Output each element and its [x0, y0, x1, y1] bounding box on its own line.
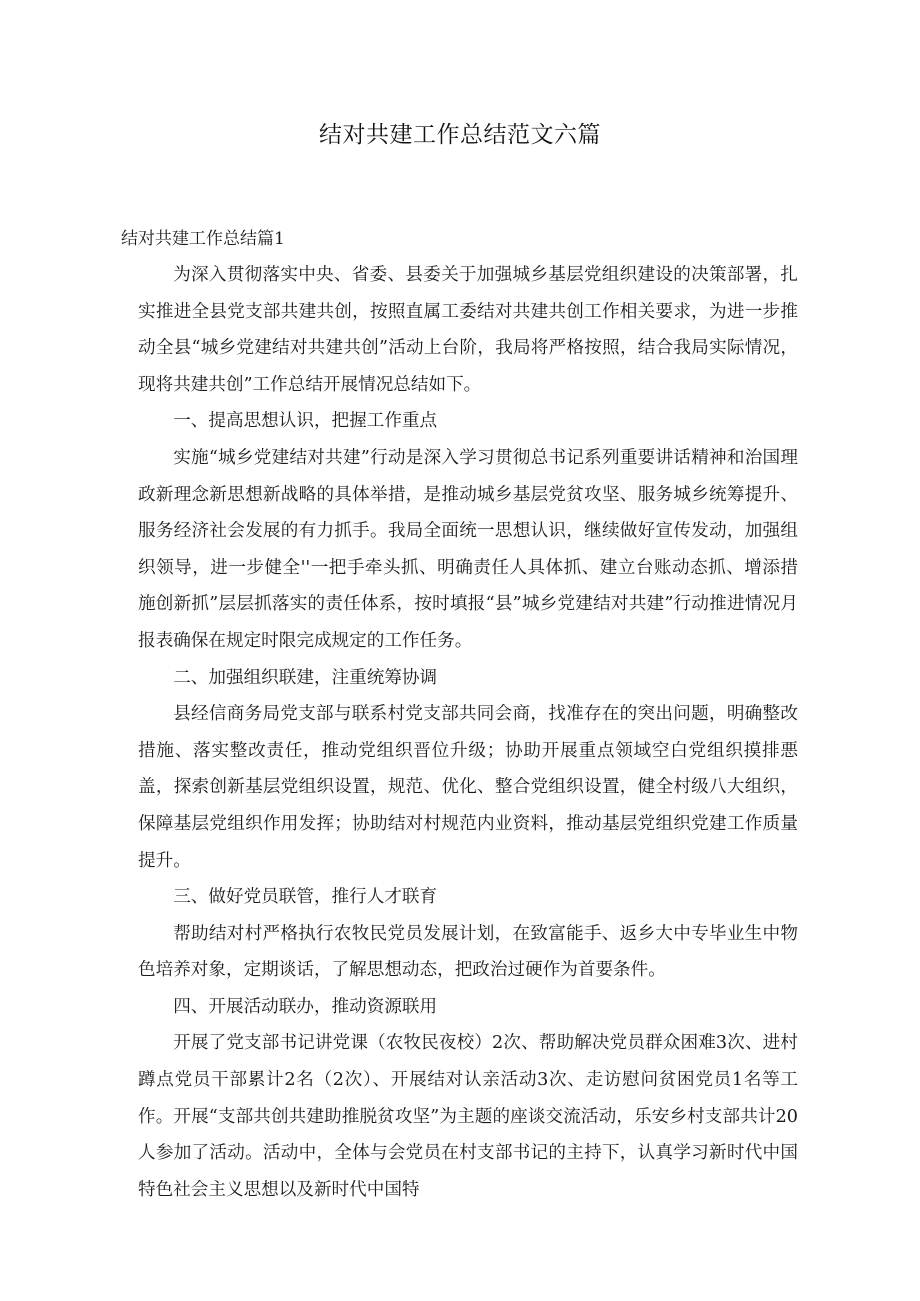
- document-body: [138, 257, 798, 1208]
- paragraph-intro: 为深入贯彻落实中央、省委、县委关于加强城乡基层党组织建设的决策部署，扎实推进全县党支部共建共创，按照直属工委结对共建共创工作相关要求，为进一步推动全县“城乡党建结对共建共创”活动上台阶，我局将严格按照，结合我局实际情况，现将共建共创”工作总结开展情况总结如下。: [138, 265, 798, 395]
- section-heading: 结对共建工作总结篇1: [121, 229, 285, 249]
- paragraph-2: 县经信商务局党支部与联系村党支部共同会商，找准存在的突出问题，明确整改措施、落实整改责任，推动党组织晋位升级；协助开展重点领域空白党组织摸排悪盖，探索创新基层党组织设置，规范、优化、整合党组织设置，健全村级八大组织，保障基层党组织作用发挥；协助结对村规范内业资料，推动基层党组织党建工作质量提升。: [138, 704, 798, 871]
- paragraph-1: 实施“城乡党建结对共建”行动是深入学习贯彻总书记系列重要讲话精神和治国理政新理念新思想新战略的具体举措，是推动城乡基层党贫攻坚、服务城乡统筹提升、服务经济社会发展的有力抓手。我局全面统一思想认识，继续做好宣传发动，加强组织领导，进一步健全''一把手牵头抓、明确责任人具体抓、建立台账动态抓、增添措施创新抓”层层抓落实的责任体系，按时填报“县”城乡党建结对共建”行动推进情况月报表确保在规定时限完成规定的工作任务。: [138, 447, 798, 651]
- document-title: 结对共建工作总结范文六篇: [319, 122, 601, 148]
- paragraph-4: 开展了党支部书记讲党课（农牧民夜校）2次、帮助解决党员群众困难3次、进村蹲点党员干部累计2名（2次）、开展结对认亲活动3次、走访慰问贫困党员1名等工作。开展“支部共创共建助推脱贫攻坚”为主题的座谈交流活动，乐安乡村支部共计20人参加了活动。活动中，全体与会党员在村支部书记的主持下，认真学习新时代中国特色社会主义思想以及新时代中国特: [138, 1033, 798, 1200]
- subheading-3: 三、做好党员联管，推行人才联育: [173, 887, 438, 908]
- subheading-4: 四、开展活动联办，推动资源联用: [173, 996, 438, 1017]
- subheading-2: 二、加强组织联建，注重统筹协调: [173, 667, 438, 688]
- paragraph-3: 帮助结对村严格执行农牧民党员发展计划，在致富能手、返乡大中专毕业生中物色培养对象，定期谈话，了解思想动态，把政治过硬作为首要条件。: [138, 923, 798, 981]
- subheading-1: 一、提高思想认识，把握工作重点: [173, 411, 438, 432]
